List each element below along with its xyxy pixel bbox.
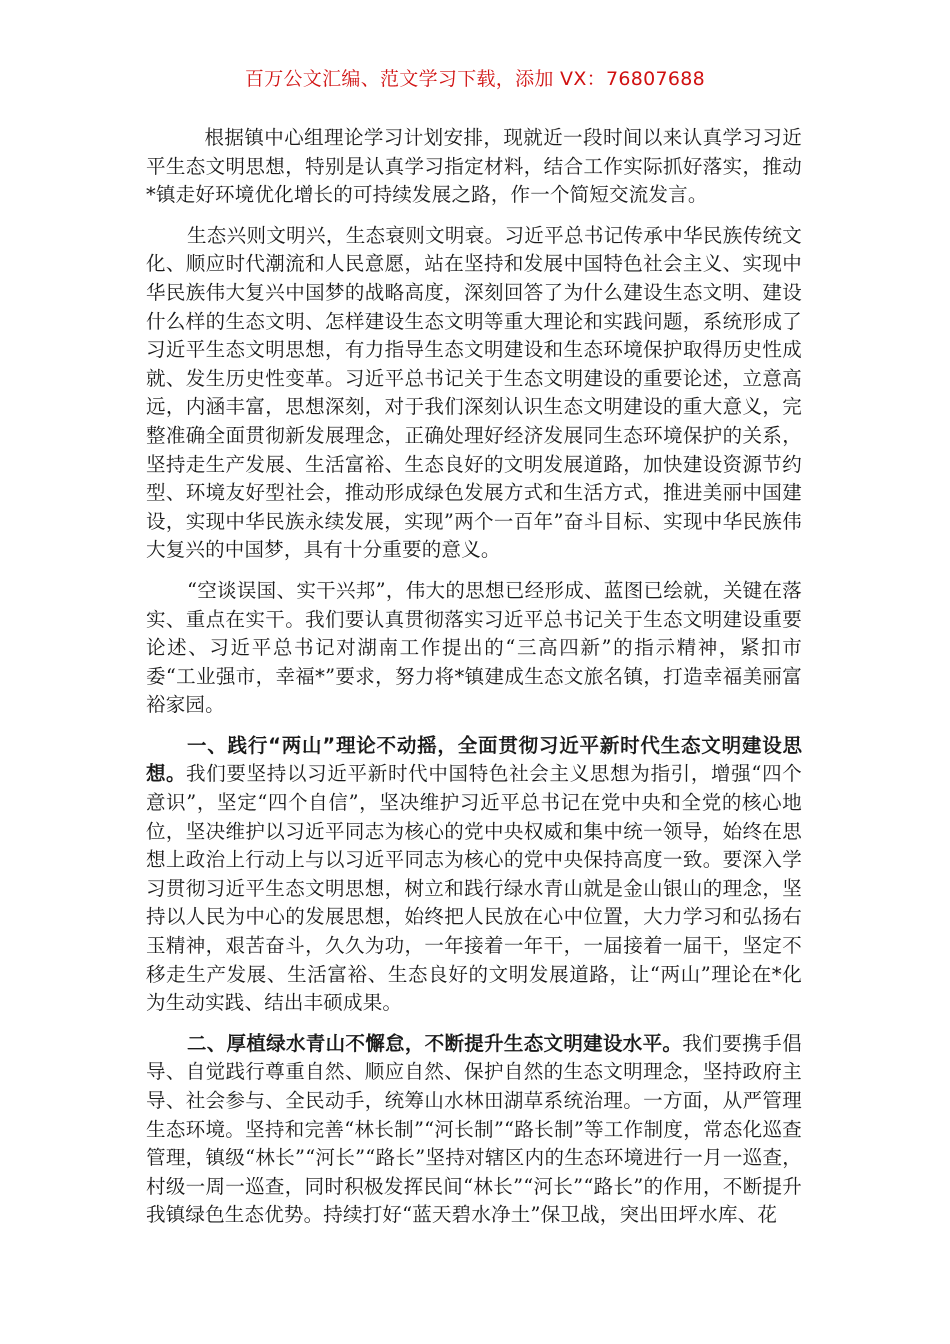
- paragraph-background: [146, 222, 802, 565]
- document-body: [146, 124, 802, 1242]
- header-banner: 百万公文汇编、范文学习下载，添加 VX：76807688: [244, 68, 706, 90]
- paragraph-call-to-action: [146, 577, 802, 720]
- section-heading: 一、践行“两山”理论不动摇，全面贯彻习近平新时代生态文明建设思想。: [146, 733, 802, 786]
- paragraph-text: 我们要携手倡导、自觉践行尊重自然、顺应自然、保护自然的生态文明理念，坚持政府主导、社会参与、全民动手，统筹山水林田湖草系统治理。一方面，从严管理生态环境。坚持和完善“林长制”“河长制”“路长制”等工作制度，常态化巡查管理，镇级“林长”“河长”“路长”坚持对辖区内的生态环境进行一月一巡查，村级一周一巡查，同时积极发挥民间“林长”“河长”“路长”的作用，不断提升我镇绿色生态优势。持续打好“蓝天碧水净土”保卫战，突出田坪水库、花: [146, 1031, 802, 1227]
- paragraph-intro: [146, 124, 802, 210]
- section-heading: 二、厚植绿水青山不懈怠，不断提升生态文明建设水平。: [186, 1031, 683, 1055]
- paragraph-text: 我们要坚持以习近平新时代中国特色社会主义思想为指引，增强“四个意识”，坚定“四个自信”，坚决维护习近平总书记在党中央和全党的核心地位，坚决维护以习近平同志为核心的党中央权威和集中统一领导，始终在思想上政治上行动上与以习近平同志为核心的党中央保持高度一致。要深入学习贯彻习近平生态文明思想，树立和践行绿水青山就是金山银山的理念，坚持以人民为中心的发展思想，始终把人民放在心中位置，大力学习和弘扬右玉精神，艰苦奋斗，久久为功，一年接着一年干，一届接着一届干，坚定不移走生产发展、生活富裕、生态良好的文明发展道路，让“两山”理论在*化为生动实践、结出丰硕成果。: [146, 762, 802, 1015]
- paragraph-section-one: [146, 732, 802, 1018]
- paragraph-text: 根据镇中心组理论学习计划安排，现就近一段时间以来认真学习习近平生态文明思想，特别是认真学习指定材料，结合工作实际抓好落实，推动*镇走好环境优化增长的可持续发展之路，作一个简短交流发言。: [146, 126, 802, 207]
- paragraph-text: 生态兴则文明兴，生态衰则文明衰。习近平总书记传承中华民族传统文化、顺应时代潮流和人民意愿，站在坚持和发展中国特色社会主义、实现中华民族伟大复兴中国梦的战略高度，深刻回答了为什么建设生态文明、建设什么样的生态文明、怎样建设生态文明等重大理论和实践问题，系统形成了习近平生态文明思想，有力指导生态文明建设和生态环境保护取得历史性成就、发生历史性变革。习近平总书记关于生态文明建设的重要论述，立意高远，内涵丰富，思想深刻，对于我们深刻认识生态文明建设的重大意义，完整准确全面贯彻新发展理念，正确处理好经济发展同生态环境保护的关系，坚持走生产发展、生活富裕、生态良好的文明发展道路，加快建设资源节约型、环境友好型社会，推动形成绿色发展方式和生活方式，推进美丽中国建设，实现中华民族永续发展，实现”两个一百年”奋斗目标、实现中华民族伟大复兴的中国梦，具有十分重要的意义。: [146, 223, 802, 562]
- paragraph-text: “空谈误国、实干兴邦”，伟大的思想已经形成、蓝图已绘就，关键在落实、重点在实干。我们要认真贯彻落实习近平总书记关于生态文明建设重要论述、习近平总书记对湖南工作提出的“三高四新”的指示精神，紧扣市委“工业强市，幸福*”要求，努力将*镇建成生态文旅名镇，打造幸福美丽富裕家园。: [146, 578, 802, 717]
- paragraph-section-two: [146, 1030, 802, 1230]
